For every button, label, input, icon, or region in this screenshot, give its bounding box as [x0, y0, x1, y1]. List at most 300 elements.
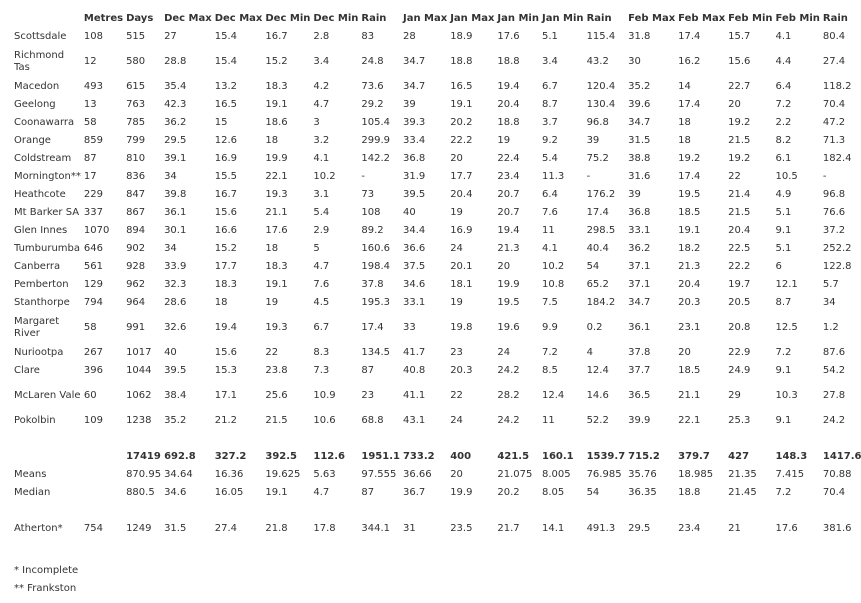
table-cell: 5.1: [775, 243, 792, 254]
table-cell: 2.8: [313, 31, 330, 42]
table-cell: 18: [678, 135, 691, 146]
table-cell: 40.4: [586, 243, 609, 254]
table-cell: 19.1: [678, 225, 701, 236]
table-cell: 27.4: [822, 56, 846, 67]
table-cell: 252.2: [822, 243, 852, 254]
table-cell: 19.2: [678, 153, 701, 164]
table-cell: 21.3: [497, 243, 520, 254]
table-cell: 16.2: [678, 56, 701, 67]
table-cell: 22: [450, 390, 463, 401]
table-cell: 19: [450, 207, 463, 218]
table-cell: 134.5: [361, 347, 391, 358]
table-cell: 17419: [126, 451, 161, 462]
table-cell: 80.4: [822, 31, 846, 42]
column-header: Jan Min: [497, 13, 539, 24]
table-cell: 15: [214, 117, 228, 128]
table-cell: 7.6: [541, 207, 558, 218]
spacer-cell: [11, 430, 861, 448]
table-cell: 21: [728, 523, 741, 534]
table-cell: 21.35: [728, 469, 757, 480]
table-cell: 19.2: [728, 153, 751, 164]
table-cell: 1417.6: [822, 451, 861, 462]
table-cell: 37.1: [628, 261, 651, 272]
table-row: [11, 78, 861, 96]
table-cell: 18.6: [265, 117, 288, 128]
table-cell: 18.3: [265, 81, 288, 92]
footnote-frankston: ** Frankston: [14, 583, 77, 594]
table-cell: 3.2: [313, 135, 330, 146]
row-label-cell: Pemberton: [14, 279, 69, 290]
table-cell: 37.2: [822, 225, 846, 236]
table-cell: 34.7: [628, 297, 651, 308]
table-cell: 493: [83, 81, 103, 92]
table-cell: 4.7: [313, 261, 330, 272]
table-cell: 129: [83, 279, 103, 290]
table-cell: 6: [775, 261, 782, 272]
table-cell: 794: [83, 297, 103, 308]
table-cell: 22.2: [728, 261, 751, 272]
table-cell: -: [586, 171, 591, 182]
table-cell: 39.5: [402, 189, 426, 200]
row-label-cell: Canberra: [14, 261, 61, 272]
table-cell: 1044: [126, 365, 152, 376]
row-label-cell: Margaret River: [14, 316, 60, 339]
column-header: Days: [126, 13, 154, 24]
table-cell: 21.5: [728, 135, 751, 146]
table-cell: 5.1: [541, 31, 558, 42]
table-cell: 15.2: [214, 243, 237, 254]
table-cell: 87.6: [822, 347, 846, 358]
table-cell: 1539.7: [586, 451, 626, 462]
table-cell: 22.4: [497, 153, 520, 164]
table-cell: 122.8: [822, 261, 852, 272]
table-cell: 20.4: [450, 189, 473, 200]
table-cell: 21.8: [265, 523, 288, 534]
table-cell: 18.3: [265, 261, 288, 272]
table-cell: 28: [402, 31, 416, 42]
table-cell: 7.6: [313, 279, 330, 290]
table-cell: 73.6: [361, 81, 384, 92]
table-cell: 18.8: [450, 56, 473, 67]
table-cell: 8.3: [313, 347, 330, 358]
table-cell: 41.1: [402, 390, 426, 401]
table-cell: 22.7: [728, 81, 751, 92]
table-cell: 24: [450, 243, 463, 254]
table-cell: 30: [628, 56, 641, 67]
table-cell: 14.6: [586, 390, 609, 401]
table-cell: 17.4: [678, 99, 701, 110]
table-cell: 34: [164, 171, 177, 182]
table-cell: 9.1: [775, 365, 792, 376]
table-cell: 33: [402, 322, 416, 333]
table-cell: 10.2: [313, 171, 336, 182]
table-cell: 19.9: [265, 153, 288, 164]
table-cell: 32.3: [164, 279, 187, 290]
table-row: [11, 114, 861, 132]
table-cell: 16.36: [214, 469, 244, 480]
table-cell: 65.2: [586, 279, 609, 290]
table-cell: 18.8: [497, 117, 520, 128]
table-cell: 43.2: [586, 56, 609, 67]
row-label-cell: Means: [14, 469, 47, 480]
table-cell: 18.9: [450, 31, 473, 42]
table-row: [11, 362, 861, 380]
table-cell: 39.8: [164, 189, 187, 200]
row-label-cell: Scottsdale: [14, 31, 67, 42]
table-cell: 17.4: [678, 171, 701, 182]
table-cell: 30.1: [164, 225, 187, 236]
table-cell: 24.2: [497, 365, 520, 376]
table-row: [11, 412, 861, 430]
row-label-cell: Mt Barker SA: [14, 207, 80, 218]
table-cell: 28.2: [497, 390, 520, 401]
table-cell: 17.6: [265, 225, 288, 236]
table-cell: 21.5: [265, 415, 288, 426]
table-cell: 27.4: [214, 523, 237, 534]
column-header: Rain: [361, 13, 387, 24]
table-cell: 39.6: [628, 99, 651, 110]
table-cell: 3.7: [541, 117, 558, 128]
table-cell: 13.2: [214, 81, 237, 92]
table-row: [11, 28, 861, 46]
table-cell: 7.415: [775, 469, 805, 480]
column-header: Feb Max: [628, 13, 676, 24]
table-cell: 8.2: [775, 135, 792, 146]
table-cell: 40: [402, 207, 416, 218]
table-cell: 836: [126, 171, 146, 182]
table-cell: 327.2: [214, 451, 247, 462]
table-cell: 76.6: [822, 207, 846, 218]
table-row: [11, 186, 861, 204]
table-cell: 24.9: [728, 365, 751, 376]
table-cell: 379.7: [678, 451, 710, 462]
table-cell: 19.4: [497, 225, 520, 236]
table-cell: 35.2: [628, 81, 651, 92]
table-cell: 3.4: [541, 56, 558, 67]
table-cell: 421.5: [497, 451, 530, 462]
table-cell: 23.8: [265, 365, 288, 376]
column-header: Rain: [586, 13, 612, 24]
table-cell: 3: [313, 117, 320, 128]
table-cell: 344.1: [361, 523, 391, 534]
table-cell: 4.9: [775, 189, 792, 200]
column-header: Metres: [83, 13, 124, 24]
table-cell: 24: [497, 347, 511, 358]
spacer-cell: [11, 502, 861, 520]
table-cell: 299.9: [361, 135, 391, 146]
table-cell: 19.5: [497, 297, 520, 308]
table-cell: 54: [586, 487, 600, 498]
table-cell: 33.4: [402, 135, 426, 146]
table-cell: 337: [83, 207, 103, 218]
table-cell: 5.4: [313, 207, 330, 218]
table-cell: 21.2: [214, 415, 237, 426]
table-cell: 68.8: [361, 415, 384, 426]
table-cell: 17: [83, 171, 97, 182]
table-cell: 22.2: [450, 135, 473, 146]
table-cell: 5.1: [775, 207, 792, 218]
table-cell: 39: [402, 99, 416, 110]
table-cell: 392.5: [265, 451, 298, 462]
table-cell: 19.9: [450, 487, 473, 498]
table-cell: 10.8: [541, 279, 565, 290]
table-cell: 31: [402, 523, 416, 534]
table-cell: 23.4: [497, 171, 520, 182]
table-cell: 16.6: [214, 225, 237, 236]
table-cell: 19.2: [728, 117, 751, 128]
table-cell: 19.625: [265, 469, 301, 480]
table-cell: 54.2: [822, 365, 846, 376]
table-cell: 19.1: [265, 279, 288, 290]
table-row: [11, 344, 861, 362]
table-cell: 105.4: [361, 117, 391, 128]
table-cell: 32.6: [164, 322, 187, 333]
table-cell: 2.9: [313, 225, 330, 236]
table-cell: 18.3: [214, 279, 237, 290]
table-cell: 15.4: [214, 56, 237, 67]
row-label-cell: Glen Innes: [14, 225, 68, 236]
table-cell: 33.9: [164, 261, 187, 272]
row-label-cell: Tumburumba: [14, 243, 81, 254]
table-cell: 810: [126, 153, 146, 164]
table-cell: 176.2: [586, 189, 616, 200]
table-cell: 580: [126, 56, 146, 67]
table-cell: 870.95: [126, 469, 162, 480]
table-cell: 615: [126, 81, 146, 92]
table-cell: 83: [361, 31, 375, 42]
table-cell: 37.5: [402, 261, 426, 272]
table-cell: 20.7: [497, 189, 520, 200]
table-cell: 21.5: [728, 207, 751, 218]
table-cell: 109: [83, 415, 103, 426]
table-cell: 16.9: [214, 153, 237, 164]
table-cell: 17.6: [775, 523, 798, 534]
column-header: [11, 10, 81, 28]
table-cell: 60: [83, 390, 97, 401]
table-cell: 31.5: [628, 135, 651, 146]
table-cell: 267: [83, 347, 103, 358]
table-cell: 4.1: [313, 153, 330, 164]
table-cell: 20.4: [497, 99, 520, 110]
table-cell: 6.7: [541, 81, 558, 92]
table-cell: 12.1: [775, 279, 798, 290]
row-label-cell: Richmond Tas: [14, 50, 65, 73]
table-cell: 11: [541, 415, 555, 426]
table-cell: 36.7: [402, 487, 426, 498]
column-header: Dec Min: [313, 13, 359, 24]
table-cell: 34.7: [402, 56, 426, 67]
table-cell: 34.7: [628, 117, 651, 128]
table-cell: 76.985: [586, 469, 622, 480]
table-cell: 39.5: [164, 365, 187, 376]
table-cell: 18.1: [450, 279, 473, 290]
atherton-row: [11, 520, 861, 538]
table-cell: 1017: [126, 347, 152, 358]
table-cell: 14: [678, 81, 691, 92]
table-cell: 42.3: [164, 99, 187, 110]
table-cell: 894: [126, 225, 146, 236]
table-cell: 646: [83, 243, 103, 254]
table-cell: 182.4: [822, 153, 852, 164]
table-cell: 27: [164, 31, 177, 42]
table-cell: 7.2: [775, 347, 792, 358]
row-label-cell: Coldstream: [14, 153, 72, 164]
table-cell: 16.5: [450, 81, 473, 92]
table-cell: 87: [83, 153, 97, 164]
table-cell: 4.5: [313, 297, 330, 308]
table-cell: 18.985: [678, 469, 714, 480]
table-cell: 87: [361, 487, 375, 498]
table-cell: 31.9: [402, 171, 426, 182]
table-cell: 867: [126, 207, 146, 218]
table-cell: 39: [586, 135, 600, 146]
table-cell: 19.3: [265, 189, 288, 200]
table-cell: 22.9: [728, 347, 751, 358]
table-cell: 25.6: [265, 390, 288, 401]
table-cell: 1062: [126, 390, 152, 401]
table-row: [11, 46, 861, 78]
table-cell: 22: [265, 347, 279, 358]
table-cell: 34.6: [164, 487, 187, 498]
table-cell: 33.1: [402, 297, 426, 308]
table-cell: 160.6: [361, 243, 391, 254]
table-cell: 18.8: [497, 56, 520, 67]
table-cell: 17.4: [678, 31, 701, 42]
table-cell: 9.1: [775, 415, 792, 426]
table-cell: 5: [313, 243, 320, 254]
column-header: Rain: [822, 13, 848, 24]
table-cell: 16.7: [214, 189, 237, 200]
table-cell: 21.075: [497, 469, 533, 480]
row-label-cell: Macedon: [14, 81, 60, 92]
header-row: [11, 10, 861, 28]
table-cell: 18: [678, 117, 691, 128]
table-cell: 148.3: [775, 451, 808, 462]
table-cell: 6.1: [775, 153, 792, 164]
table-cell: 36.6: [402, 243, 426, 254]
table-cell: 34: [164, 243, 177, 254]
table-cell: 12.4: [586, 365, 609, 376]
table-cell: 20.7: [497, 207, 520, 218]
table-cell: 23: [361, 390, 375, 401]
table-row: [11, 96, 861, 114]
table-cell: 96.8: [586, 117, 609, 128]
table-cell: 19.9: [497, 279, 520, 290]
table-cell: 1249: [126, 523, 152, 534]
table-cell: 491.3: [586, 523, 616, 534]
table-cell: 36.5: [628, 390, 651, 401]
table-cell: 40: [164, 347, 177, 358]
table-cell: 20: [450, 469, 463, 480]
table-cell: 120.4: [586, 81, 616, 92]
table-cell: 20: [450, 153, 463, 164]
table-cell: 515: [126, 31, 146, 42]
table-cell: 19.1: [265, 487, 288, 498]
climate-table: [11, 10, 861, 538]
column-header: Dec Max: [214, 13, 263, 24]
table-cell: 36.2: [164, 117, 187, 128]
table-cell: 427: [728, 451, 750, 462]
table-cell: 9.9: [541, 322, 558, 333]
table-cell: 39: [628, 189, 641, 200]
table-cell: 400: [450, 451, 472, 462]
table-cell: 96.8: [822, 189, 846, 200]
table-cell: 7.2: [775, 99, 792, 110]
column-header: Jan Max: [402, 13, 448, 24]
table-cell: 11: [541, 225, 555, 236]
table-cell: 160.1: [541, 451, 574, 462]
table-cell: 902: [126, 243, 146, 254]
row-label-cell: Nuriootpa: [14, 347, 64, 358]
table-cell: 20: [678, 347, 691, 358]
row-label-cell: [11, 448, 81, 466]
table-cell: 22.1: [265, 171, 288, 182]
table-cell: 3.4: [313, 56, 330, 67]
table-cell: 70.4: [822, 99, 846, 110]
table-cell: 23.5: [450, 523, 473, 534]
table-cell: 19.1: [265, 99, 288, 110]
table-cell: 23: [450, 347, 463, 358]
table-row: [11, 222, 861, 240]
table-cell: 39.3: [402, 117, 426, 128]
row-label-cell: Atherton*: [14, 523, 63, 534]
table-cell: 16.05: [214, 487, 244, 498]
column-header: Dec Max: [164, 13, 212, 24]
table-cell: 12: [83, 56, 97, 67]
table-cell: 880.5: [126, 487, 155, 498]
table-cell: 18.2: [678, 243, 701, 254]
table-cell: 24.2: [822, 415, 846, 426]
table-cell: 36.8: [402, 153, 426, 164]
table-cell: 5.63: [313, 469, 336, 480]
table-cell: 8.005: [541, 469, 571, 480]
footnote-incomplete: * Incomplete: [14, 565, 79, 576]
table-cell: 1238: [126, 415, 152, 426]
table-cell: 19.4: [214, 322, 237, 333]
table-cell: 15.3: [214, 365, 237, 376]
table-cell: 12.4: [541, 390, 565, 401]
table-cell: 15.7: [728, 31, 751, 42]
table-cell: 15.6: [728, 56, 751, 67]
table-cell: 34.64: [164, 469, 193, 480]
table-cell: 89.2: [361, 225, 384, 236]
table-cell: 20.2: [450, 117, 473, 128]
table-cell: 2.2: [775, 117, 792, 128]
row-label-cell: Median: [14, 487, 51, 498]
table-cell: 8.05: [541, 487, 565, 498]
table-cell: 9.2: [541, 135, 558, 146]
table-cell: 991: [126, 322, 146, 333]
table-cell: 33.1: [628, 225, 651, 236]
table-cell: 692.8: [164, 451, 196, 462]
table-cell: 29: [728, 390, 741, 401]
table-cell: 21.45: [728, 487, 757, 498]
table-cell: 43.1: [402, 415, 426, 426]
table-cell: 47.2: [822, 117, 846, 128]
table-cell: 1.2: [822, 322, 839, 333]
column-header: Jan Max: [450, 13, 495, 24]
table-cell: 15.2: [265, 56, 288, 67]
table-cell: 17.7: [450, 171, 473, 182]
table-cell: 21.1: [265, 207, 288, 218]
table-cell: 16.7: [265, 31, 288, 42]
table-cell: 9.1: [775, 225, 792, 236]
table-cell: 16.5: [214, 99, 237, 110]
table-cell: 112.6: [313, 451, 346, 462]
table-row: [11, 258, 861, 276]
table-cell: [81, 466, 123, 484]
table-cell: 20: [497, 261, 511, 272]
